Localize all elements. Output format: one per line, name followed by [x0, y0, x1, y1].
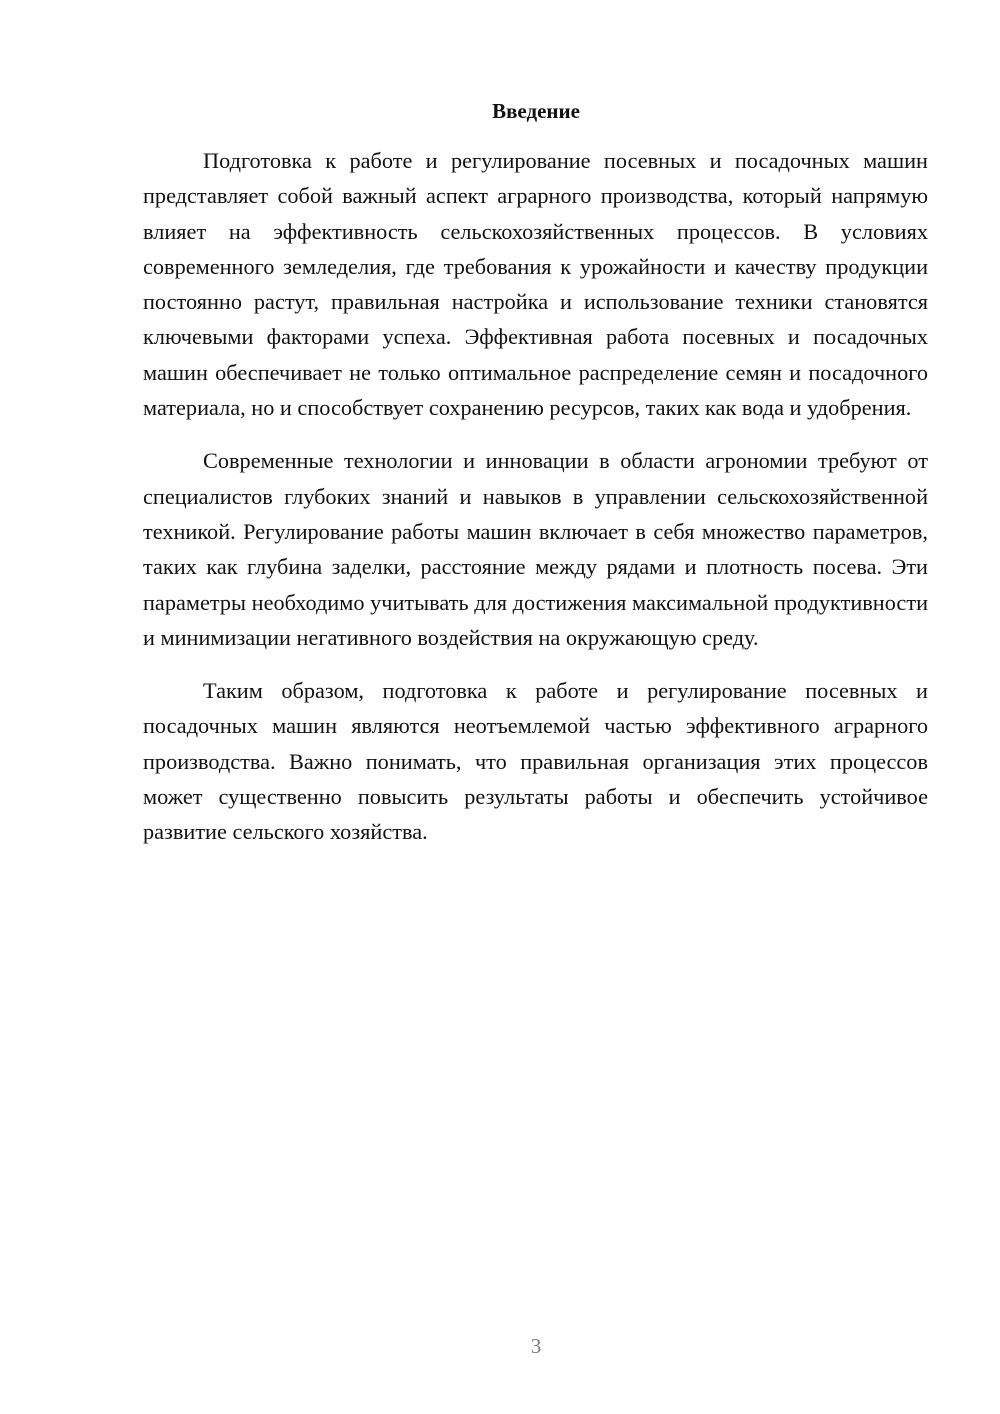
body-text	[143, 143, 928, 868]
paragraph-2: Современные технологии и инновации в области агрономии требуют от специалистов глубоких знаний и навыков в управлении сельскохозяйственной техникой. Регулирование работы машин включает в себя множество параметров, таких как глубина заделки, расстояние между рядами и плотность посева. Эти параметры необходимо учитывать для достижения максимальной продуктивности и минимизации негативного воздействия на окружающую среду.	[143, 448, 928, 650]
page-number: 3	[530, 1334, 542, 1358]
paragraph-3: Таким образом, подготовка к работе и регулирование посевных и посадочных машин являются неотъемлемой частью эффективного аграрного производства. Важно понимать, что правильная организация этих процессов может существенно повысить результаты работы и обеспечить устойчивое развитие сельского хозяйства.	[143, 678, 928, 845]
section-title: Введение	[492, 99, 580, 123]
paragraph-1: Подготовка к работе и регулирование посевных и посадочных машин представляет собой важный аспект аграрного производства, который напрямую влияет на эффективность сельскохозяйственных процессов. В условиях современного земледелия, где требования к урожайности и качеству продукции постоянно растут, правильная настройка и использование техники становятся ключевыми факторами успеха. Эффективная работа посевных и посадочных машин обеспечивает не только оптимальное распределение семян и посадочного материала, но и способствует сохранению ресурсов, таких как вода и удобрения.	[143, 148, 928, 421]
